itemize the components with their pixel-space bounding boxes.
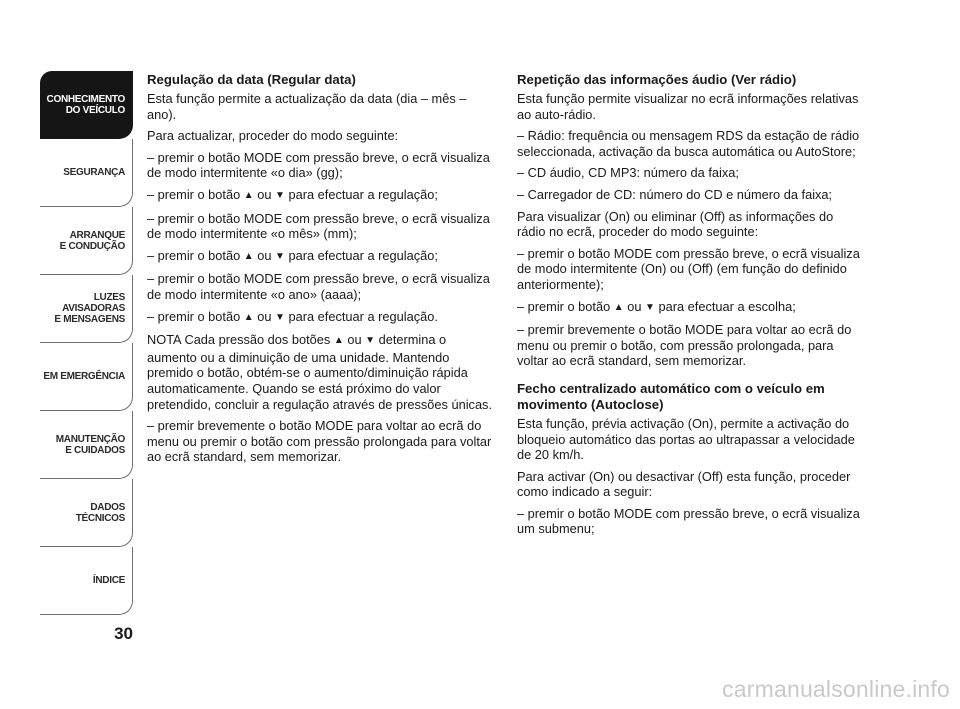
paragraph: Esta função, prévia activação (On), permite a activação do bloqueio automático das portas ao ultrapassar a velocidade de 20 km/h. xyxy=(517,415,855,463)
note-paragraph xyxy=(147,332,493,412)
text: ou xyxy=(257,247,272,263)
paragraph xyxy=(147,187,493,205)
text: para efectuar a regulação. xyxy=(288,308,438,324)
text: – premir o botão xyxy=(147,186,241,202)
tab-luzes-avisadoras[interactable] xyxy=(40,275,133,343)
tab-label: EM EMERGÊNCIA xyxy=(43,371,125,382)
arrow-up-icon: ▲ xyxy=(243,311,254,323)
text: ou xyxy=(257,186,272,202)
paragraph: – Rádio: frequência ou mensagem RDS da estação de rádio seleccionada, activação da busca automática ou AutoStore; xyxy=(517,128,860,159)
arrow-down-icon: ▼ xyxy=(275,189,285,201)
arrow-up-icon: ▲ xyxy=(613,301,624,313)
text: determina o aumento ou a diminuição de uma unidade. Mantendo premido o botão, obtém-se o aumento/diminuição rápida automaticamente. Quando se está próximo do valor pretendido, concluir a regulação através de pressões únicas. xyxy=(147,332,493,412)
tab-label: LUZES AVISADORAS E MENSAGENS xyxy=(54,292,125,325)
text: para efectuar a regulação; xyxy=(288,186,438,202)
site-watermark: carmanualsonline.info xyxy=(722,676,950,702)
tab-label: CONHECIMENTO DO VEÍCULO xyxy=(46,93,125,116)
section-heading-autoclose: Fecho centralizado automático com o veículo em movimento (Autoclose) xyxy=(517,380,825,412)
tab-label: MANUTENÇÃO E CUIDADOS xyxy=(55,433,125,456)
tab-label: ÍNDICE xyxy=(92,575,125,586)
paragraph xyxy=(147,248,493,266)
tab-conhecimento-do-veiculo[interactable] xyxy=(40,71,133,139)
paragraph: – CD áudio, CD MP3: número da faixa; xyxy=(517,165,739,181)
paragraph: Para activar (On) ou desactivar (Off) esta função, proceder como indicado a seguir: xyxy=(517,468,851,500)
tab-label: ARRANQUE E CONDUÇÃO xyxy=(59,229,125,252)
text: ou xyxy=(347,332,362,348)
section-heading-audio: Repetição das informações áudio (Ver rádio) xyxy=(517,72,797,87)
tab-label: SEGURANÇA xyxy=(63,167,125,178)
section-sidebar xyxy=(40,71,133,615)
paragraph: – premir o botão MODE com pressão breve, o ecrã visualiza de modo intermitente «o ano» (aaaa); xyxy=(147,271,490,302)
arrow-down-icon: ▼ xyxy=(275,250,285,262)
text: – premir o botão xyxy=(147,247,241,263)
arrow-down-icon: ▼ xyxy=(365,335,376,347)
page-number: 30 xyxy=(114,624,133,643)
text: ou xyxy=(627,298,642,314)
arrow-up-icon: ▲ xyxy=(333,335,344,347)
paragraph: – premir brevemente o botão MODE para voltar ao ecrã do menu ou premir o botão, com pressão prolongada, para voltar ao ecrã standard, sem memorizar. xyxy=(517,322,852,369)
paragraph: Para actualizar, proceder do modo seguinte: xyxy=(147,128,399,144)
paragraph: – premir brevemente o botão MODE para voltar ao ecrã do menu ou premir o botão com pressão prolongada para voltar ao ecrã standard, sem memorizar. xyxy=(147,418,492,465)
right-column xyxy=(517,72,863,543)
text: para efectuar a escolha; xyxy=(658,298,796,314)
tab-arranque-e-conducao[interactable] xyxy=(40,207,133,275)
text: para efectuar a regulação; xyxy=(288,247,438,263)
paragraph: Para visualizar (On) ou eliminar (Off) as informações do rádio no ecrã, proceder do modo seguinte: xyxy=(517,208,834,240)
tab-label: DADOS TÉCNICOS xyxy=(75,501,125,524)
tab-manutencao-e-cuidados[interactable] xyxy=(40,411,133,479)
tab-seguranca[interactable] xyxy=(40,139,133,207)
paragraph: – premir o botão MODE com pressão breve, o ecrã visualiza um submenu; xyxy=(517,505,860,537)
paragraph xyxy=(147,309,493,327)
arrow-up-icon: ▲ xyxy=(243,250,254,262)
tab-dados-tecnicos[interactable] xyxy=(40,479,133,547)
tab-indice[interactable] xyxy=(40,547,133,615)
text: – premir o botão xyxy=(147,308,241,324)
arrow-down-icon: ▼ xyxy=(275,311,285,323)
paragraph: Esta função permite visualizar no ecrã informações relativas ao auto-rádio. xyxy=(517,91,859,122)
text: NOTA Cada pressão dos botões xyxy=(147,332,331,348)
paragraph: Esta função permite a actualização da data (dia – mês – ano). xyxy=(147,91,467,122)
tab-em-emergencia[interactable] xyxy=(40,343,133,411)
arrow-up-icon: ▲ xyxy=(243,189,254,201)
paragraph: – premir o botão MODE com pressão breve, o ecrã visualiza de modo intermitente «o mês» (mm); xyxy=(147,210,490,242)
text: ou xyxy=(257,308,272,324)
paragraph xyxy=(517,299,863,317)
left-column xyxy=(147,72,493,471)
paragraph: – premir o botão MODE com pressão breve, o ecrã visualiza de modo intermitente (On) ou (Off) (em função do definido anteriormente); xyxy=(517,245,860,292)
paragraph: – Carregador de CD: número do CD e número da faixa; xyxy=(517,186,833,202)
section-heading-date: Regulação da data (Regular data) xyxy=(147,72,356,87)
arrow-down-icon: ▼ xyxy=(645,301,655,313)
text: – premir o botão xyxy=(517,298,611,314)
paragraph: – premir o botão MODE com pressão breve, o ecrã visualiza de modo intermitente «o dia» (gg); xyxy=(147,149,490,181)
